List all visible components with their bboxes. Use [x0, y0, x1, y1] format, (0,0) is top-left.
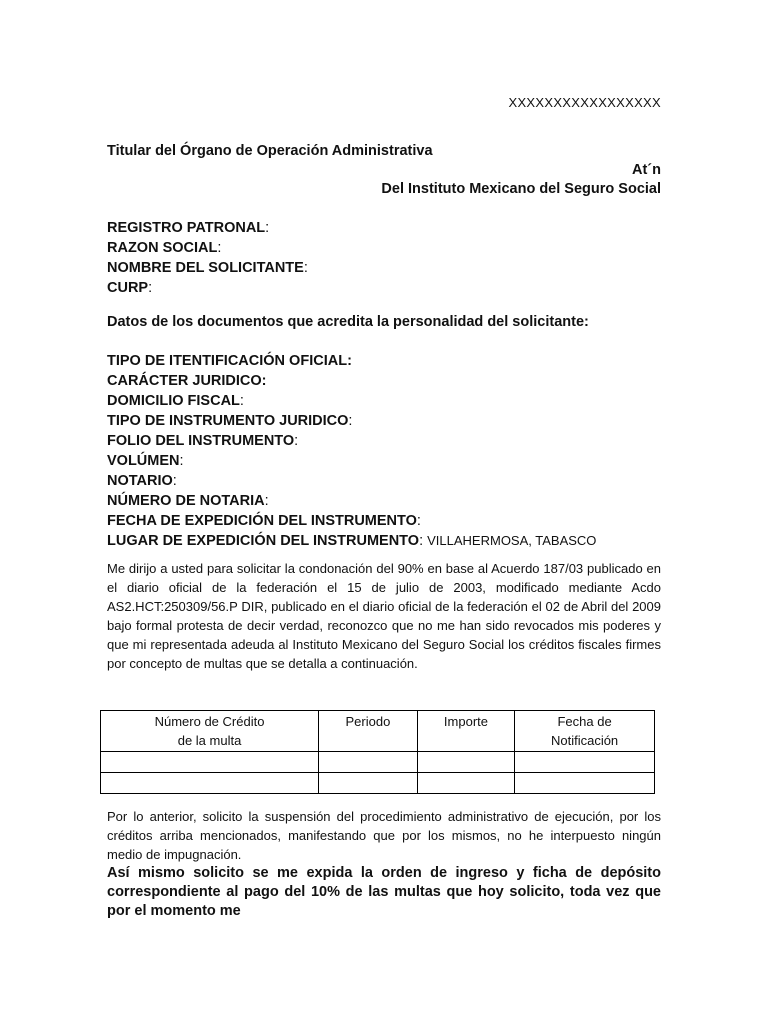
column-header-fecha: Fecha de Notificación: [515, 711, 655, 752]
table-cell: [101, 773, 319, 794]
field-registro-patronal: REGISTRO PATRONAL:: [107, 220, 270, 236]
table-cell: [319, 752, 418, 773]
field-tipo-instrumento: TIPO DE INSTRUMENTO JURIDICO:: [107, 413, 353, 429]
field-caracter-juridico: CARÁCTER JURIDICO:: [107, 373, 267, 389]
field-nombre-solicitante: NOMBRE DEL SOLICITANTE:: [107, 260, 308, 276]
table-cell: [417, 773, 514, 794]
table-cell: [319, 773, 418, 794]
section-title: Datos de los documentos que acredita la personalidad del solicitante:: [107, 314, 589, 330]
column-header-credito: Número de Crédito de la multa: [101, 711, 319, 752]
field-lugar-expedicion: LUGAR DE EXPEDICIÓN DEL INSTRUMENTO: VILLAHERMOSA, TABASCO: [107, 533, 597, 549]
addressee-title: Titular del Órgano de Operación Administrativa: [107, 143, 433, 159]
paragraph-request: Me dirijo a usted para solicitar la condonación del 90% en base al Acuerdo 187/03 publicado en el diario oficial de la federación el 15 de julio de 2003, modificado mediante Acdo AS2.HCT:250309/56.P DIR, publicado en el diario oficial de la federación el 02 de Abril del 2009 bajo formal protesta de decir verdad, reconozco que no me han sido revocados mis poderes y que mi representada adeuda al Instituto Mexicano del Seguro Social los créditos fiscales firmes por concepto de multas que se detalla a continuación.: [107, 561, 661, 671]
field-curp: CURP:: [107, 280, 153, 296]
table-cell: [515, 773, 655, 794]
table-cell: [515, 752, 655, 773]
institution-name: Del Instituto Mexicano del Seguro Social: [381, 181, 661, 197]
field-domicilio-fiscal: DOMICILIO FISCAL:: [107, 393, 244, 409]
table-row: [101, 752, 655, 773]
field-notario: NOTARIO:: [107, 473, 177, 489]
field-razon-social: RAZON SOCIAL:: [107, 240, 222, 256]
document-fields: [107, 351, 661, 551]
field-fecha-expedicion: FECHA DE EXPEDICIÓN DEL INSTRUMENTO:: [107, 513, 421, 529]
fines-table: [100, 710, 655, 794]
addressee-block: [107, 142, 661, 199]
table-cell: [417, 752, 514, 773]
attention-label: At´n: [632, 162, 661, 178]
table-row: [101, 773, 655, 794]
field-tipo-identificacion: TIPO DE ITENTIFICACIÓN OFICIAL:: [107, 353, 352, 369]
table-header-row: [101, 711, 655, 752]
table-cell: [101, 752, 319, 773]
field-folio-instrumento: FOLIO DEL INSTRUMENTO:: [107, 433, 299, 449]
field-volumen: VOLÚMEN:: [107, 453, 184, 469]
paragraph-payment-order: Así mismo solicito se me expida la orden de ingreso y ficha de depósito correspondiente al pago del 10% de las multas que hoy solicito, toda vez que por el momento me: [107, 865, 661, 919]
column-header-importe: Importe: [417, 711, 514, 752]
header-code: XXXXXXXXXXXXXXXXX: [508, 95, 661, 110]
company-fields: [107, 218, 661, 298]
paragraph-suspension: Por lo anterior, solicito la suspensión del procedimiento administrativo de ejecución, por los créditos arriba mencionados, manifestando que por los mismos, no he interpuesto ningún medio de impugnación.: [107, 809, 661, 862]
field-numero-notaria: NÚMERO DE NOTARIA:: [107, 493, 269, 509]
column-header-periodo: Periodo: [319, 711, 418, 752]
